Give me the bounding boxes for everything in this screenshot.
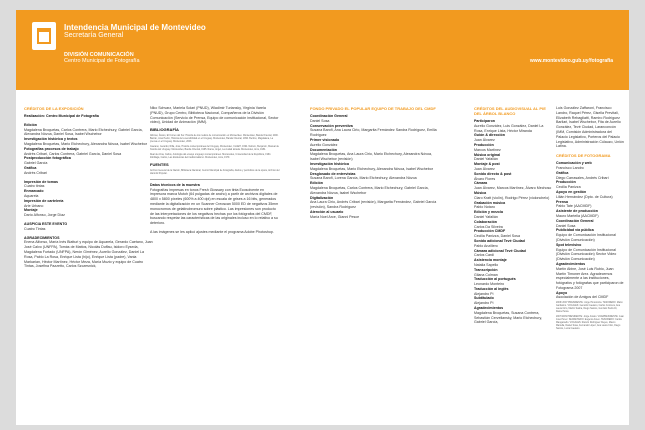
role-names: Magdalena Broquetas, Mario Etchechury, Alexandra Nóvoa, Isabel Wschebor	[310, 166, 433, 171]
role-names: Alejandro Pi	[474, 291, 494, 296]
thanks-continued: Niko Schvarz, Mariela Solari (PNUD), Wladimir Turiansky, Virginia Varela (PNUD), Grupo Centro, Biblioteca Nacional, Compañeros de la División Comunicación (Servicio de Prensa, Equipo de comunicación institucional, Sector video), Unidad de Animación (IMM).	[150, 106, 279, 125]
column-fotograma	[556, 106, 624, 333]
role-names: Magdalena Broquetas, Carlos Contrera, Mario Etchechury, Gabriel García, Alexandra Nóvoa, Daniel Sosa, Isabel Wschebor	[24, 127, 143, 137]
role-names: Cecilia Panizza, Daniel Sosa	[474, 234, 520, 239]
role-names: Darío Alfonso, Jorge Díaz	[24, 213, 65, 218]
role-names: Andrés Cribari, Carlos Contrera, Gabriel García, Daniel Sosa	[24, 151, 122, 156]
role-names: Lilián Hernández (Dpto. de Cultura)	[556, 194, 613, 199]
column-fondo-el-popular	[310, 106, 440, 220]
role-names: Mauro Martella (AACMDF)	[556, 213, 599, 218]
role-names: Equipo de Comunicación Institucional (División Comunicación) Sector Video (División Comunicación)	[556, 247, 617, 262]
role-names: Juan Álvarez, Marcos Martínez, Álvaro Mechoso	[474, 186, 552, 191]
role-label: Montaje & post	[474, 162, 500, 167]
role-names: Ana Laura Cirio, Andrés Cribari (revisión), Margarita Fernández, Gabriel García (revisión), Sandra Rodríguez	[310, 200, 437, 210]
role-label: Apoyo	[556, 290, 568, 295]
technical-data-text: Fotografías impresas en tonos Fresh Glossary con tinta Ecosolvente en impresora marca Mutoh (64 pulgadas de ancho) a partir de archivos digitales de 4800 x 5800 píxeles (600% a 400 dpi) en escala de grises a 16 bits, generados mediante la digitalización en un Scanner Creoscan 5000 ED de negativos 35mm monocromos de gelatinobromuro sobre plástico. Las impresiones son producto de las interpretaciones de los negativos hechas por los fotógrafos del CMDF, buscando respetar las características de las originales incluso en lo relativo a su deterioro.	[150, 187, 279, 226]
role-label: Producción	[556, 180, 576, 185]
role-names: Carlos Cardi	[474, 253, 494, 258]
role-label: Sonido adicional Tevé Ciudad	[474, 238, 525, 243]
role-names: Gabriel García	[24, 161, 48, 166]
thanks-label: Agradecimientos	[556, 261, 586, 266]
section-heading: FONDO PRIVADO EL POPULAR EQUIPO DE TRABAJO DEL CMDF	[310, 106, 436, 111]
role-names: Magdalena Broquetas, Mario Etchechury, Alexandra Nóvoa, Isabel Wschebor	[24, 141, 147, 146]
imm-logo-icon	[32, 22, 56, 50]
role-names: Daniel Sosa	[310, 118, 330, 123]
role-label: Desglosado de entrevistas	[310, 171, 356, 176]
role-label: Publicidad vía pública	[556, 228, 594, 233]
role-label: Traducción al portugués	[474, 277, 516, 282]
role-names: Francisco Landro	[556, 165, 584, 170]
role-label: Producción	[474, 142, 494, 147]
role-label: Atención al usuario	[310, 209, 344, 214]
role-names: Aurelio González	[310, 142, 338, 147]
role-names: Natalia Sapello	[474, 262, 499, 267]
sponsor-name: Cuatro Tintas	[24, 226, 46, 231]
thanks-text: Enena Alfonso, María Inés Biatturi y equipo de Aquarela, Gerardo Caetano, Juan José Calvo (UNFPA), Tomás de Mattos, Nicolás Duffau, Isidoro Eyseda, Magdalena Furtado (UNFPA), Nerón Giménez, Aurelio González, Daniel La Rosa, Pablo La Rosa, Enrique Lista (hijo), Enrique Lista (padre), Vania Markarian, Héctor Martínez, Héctor Meza, María Muzio y equipo de Cuatro Tintas, Josefina Pazzetto, Carlos Szczesnick,	[24, 240, 153, 269]
role-label: Asistencia montaje	[474, 258, 507, 263]
role-names: Carlos Da Silveira	[474, 224, 503, 229]
role-names: Alejandro Pi	[474, 301, 494, 306]
sources-paragraph: Archivo General de la Nación, Biblioteca Nacional, Centro Municipal de Fotografía, diarios y periódicos de la época, Archivo del diario El Popular.	[150, 169, 280, 175]
role-label: Impresión de cartelería	[24, 198, 64, 203]
role-names: Pablo Anzillero	[474, 243, 498, 248]
role-label: Grabación música	[474, 200, 506, 205]
role-label: Conservación preventiva	[310, 123, 353, 128]
column-audiovisual	[474, 106, 552, 325]
thanks-label: AGRADECIMIENTOS	[24, 235, 60, 240]
section-heading: CRÉDITOS DEL AUDIOVISUAL AL PIE DEL ÁRBOL BLANCO	[474, 106, 546, 116]
role-names: Pablo Notaro	[474, 205, 495, 210]
role-names: Aurelio González, Luis González, Daniel La Rosa, Enrique Lista, Héctor Miranda	[474, 123, 544, 133]
role-label: Música	[474, 190, 487, 195]
role-names: Daniel Yafalián	[474, 157, 498, 162]
institution-title: Intendencia Municipal de Montevideo	[64, 23, 206, 32]
board-members-text	[556, 302, 624, 331]
realization-line: Realización: Centro Municipal de Fotografía	[24, 114, 99, 118]
board-paragraph: 2006/ 2007 PRESIDENTE: Jorge Hinostroza. TESORERO: Mario Garbarino. VOCALES: Gerardo Caetano, Carlos Contrera, Ana Laura Cirio, Martín Sasha, Diego Santos, Gonzalo Pedruzzi, Daniel Sosa.	[556, 302, 623, 314]
role-label: Guión & dirección	[474, 133, 505, 138]
role-label: Comunicación y web	[556, 161, 592, 166]
role-label: Transcripción	[474, 267, 498, 272]
role-label: Primer visionado	[310, 137, 340, 142]
bibliography-text	[150, 135, 280, 160]
role-names: Aquarela	[24, 193, 39, 198]
role-names: Andrés Cribari	[24, 170, 47, 175]
role-names: Susana Barofi, Lorena García, Mario Etchechury, Alexandra Nóvoa	[310, 176, 417, 181]
section-heading: CRÉDITOS DE FOTOGRAMA	[556, 153, 611, 159]
role-label: Sonido directo & post	[474, 171, 512, 176]
role-label: Colaboración	[474, 219, 497, 224]
sources-text	[150, 170, 280, 176]
role-label: Gráfica	[24, 165, 37, 170]
technical-data-label: Datos técnicos de la muestra	[150, 182, 200, 187]
role-names: Diego Carrasales, Andrés Cribari	[556, 175, 609, 180]
role-label: Spot televisivo	[556, 242, 582, 247]
thanks-label: Agradecimientos	[474, 306, 504, 311]
role-names: Equipo de Comunicación Institucional (División Comunicación)	[556, 233, 616, 242]
section-heading: CRÉDITOS DE LA EXPOSICIÓN	[24, 106, 84, 111]
role-label: Investigación histórica y textos	[24, 137, 78, 142]
role-names: Gilana Colman	[474, 272, 498, 277]
column-bibliography	[150, 106, 280, 235]
role-label: Música original	[474, 152, 501, 157]
role-label: Participaron	[474, 119, 495, 123]
role-label: Edición	[24, 122, 37, 127]
role-names: Juan Álvarez	[474, 166, 495, 171]
divider	[150, 179, 280, 180]
role-names: Magdalena Broquetas, Ana Laura Cirio, Mario Etchechury, Alexandra Nóvoa, Isabel Wschebor (revisión)	[310, 152, 432, 162]
role-label: Edición	[310, 181, 323, 186]
sponsor-label: AUSPICIA ESTE EVENTO	[24, 221, 68, 226]
role-label: Fotografías procesos de trabajo	[24, 146, 79, 151]
role-names: Claro Kratt (violín), Rodrigo Pérez (violonchelo)	[474, 195, 550, 200]
institution-subtitle: Secretaría General	[64, 32, 124, 39]
role-label: Impresión de tomas	[24, 179, 58, 184]
role-label: Coordinación General	[556, 218, 594, 223]
role-names: Magdalena Broquetas, Carlos Contrera, Mario Etchechury, Gabriel García, Alexandra Nóvoa, Isabel Wschebor	[310, 185, 429, 195]
role-names: María Noel Arce, Gianni Pesce	[310, 214, 360, 219]
role-names: Marcos Martínez	[474, 147, 501, 152]
role-names: Asociación de Amigos del CMDF	[556, 295, 609, 300]
role-label: Gráfica	[556, 170, 569, 175]
bibliography-heading: BIBLIOGRAFÍA	[150, 127, 179, 133]
role-label: Digitalización	[310, 195, 334, 200]
website-url[interactable]: www.montevideo.gub.uy/fotografia	[529, 58, 613, 64]
role-label: Cámara adicional Tevé Ciudad	[474, 248, 526, 253]
division-name: DIVISIÓN COMUNICACIÓN	[64, 52, 134, 58]
role-label: Traducción al inglés	[474, 286, 509, 291]
role-label: Montaje	[24, 208, 38, 213]
role-names: Cuatro tintas	[24, 184, 45, 189]
role-names: Arte Urbano	[24, 203, 44, 208]
role-label: Postproducción fotográfica	[24, 156, 71, 161]
technical-data-note: A las imágenes se les aplicó ajustes mediante el programa Adobe Photoshop.	[150, 229, 274, 234]
center-name: Centro Municipal de Fotografía	[64, 58, 140, 64]
role-label: Apoyo en gestión	[556, 189, 587, 194]
role-label: Coordinación General	[310, 114, 348, 118]
thanks-continued: Luis González Zaffaroni, Francisco Landro, Raquel Pérez, Gisella Previtali, Elizabeth Rebagliatti, Ramiro Rodríguez Barilari, Isabel Wschebor, Fita de Aurelio González, Tevé Ciudad, Laranconcón (IMM, Comisión Administradora del Palacio Legislativo, Porteros del Palacio Legislativo, Administración Cúlauzo, Unión Latina.	[556, 106, 624, 149]
column-exhibition-credits	[24, 106, 154, 269]
bibliography-paragraph: Real de Azúa, Carlos, Antología del ensayo uruguayo contemporáneo. Montevideo, Universidad de la República, 1964. Zubillaga, Carlos, Las disidencias del tradicionalismo. Montevideo, Arca, 1979.	[150, 153, 272, 159]
role-names: Susana Barofi, Ana Laura Cirio, Margarita Fernández Sandra Rodríguez, Emilia Rodríguez	[310, 128, 437, 138]
role-names: Juan Álvarez	[474, 138, 495, 143]
role-label: Subtitulado	[474, 296, 494, 301]
board-paragraph: 2007/2009 PRESIDENTE: Jorge Amato. VICEPRESIDENTE: Juan José Pérez. SECRETARIO: Eugenio Amen. TESORERO: Carlos Manganiello. VOCALES: Ramón Rodríguez Reyes, Mauro Martella, Daniel Sosa, Fernando López, Ana Laura Cirio, Diego Santos, Lucía Caetano.	[556, 316, 624, 331]
role-label: Cámara	[474, 181, 488, 186]
role-names: Leonardo Monteiro	[474, 282, 505, 287]
thanks-text: Martín Abine, José Luis Rubio, Juan Martín Timoner Arez. Agradecemos especialmente a las instituciones, fotógrafos y fotógrafas que participaron de Fotograma 2007	[556, 266, 624, 290]
role-label: Prensa	[556, 199, 568, 204]
role-names: Álvaro Flores	[474, 176, 496, 181]
role-label: Enmarcado	[24, 189, 44, 194]
role-names: Daniel Sosa	[556, 223, 576, 228]
bibliography-paragraph: Alfonso, Álvaro, El Correo del Sur. Historia de los medios de comunicación en Montevideo. Montevideo, Banda Oriental, 2000. Barrán, José Pedro, Historia de la sensibilidad en el Uruguay. Montevideo, Banda Oriental, 1990. Bertino, Magdalena, La prensa en el Uruguay. Montevideo, 2003.	[150, 134, 279, 143]
role-label: Documentación	[310, 147, 337, 152]
header-band	[16, 10, 629, 90]
sources-heading: FUENTES	[150, 161, 169, 167]
credits-poster	[16, 10, 629, 425]
role-names: Daniel Yafalián	[474, 214, 498, 219]
role-names: Pablo Tate (AACMDF)	[556, 204, 592, 209]
thanks-text: Magdalena Broquetas, Susana Contrera, Sebastián Cervellansky, Mario Etchechury, Gabriel García,	[474, 310, 542, 325]
role-label: Investigación histórica	[310, 161, 349, 166]
role-label: Asistente de producción	[556, 209, 598, 214]
role-label: Edición y mezcla	[474, 210, 503, 215]
role-label: Producción CMDF	[474, 229, 506, 234]
role-names: Cecilia Panizza	[556, 185, 581, 190]
bibliography-paragraph: Caetano, Gerardo; Rilla, José, Historia contemporánea del Uruguay. Montevideo, CLAEH, 1994. Nahum, Benjamín, Manual de historia del Uruguay. Montevideo, Banda Oriental, 1995. Rama, Ángel, La ciudad letrada. Montevideo, Arca, 1984.	[150, 145, 279, 151]
